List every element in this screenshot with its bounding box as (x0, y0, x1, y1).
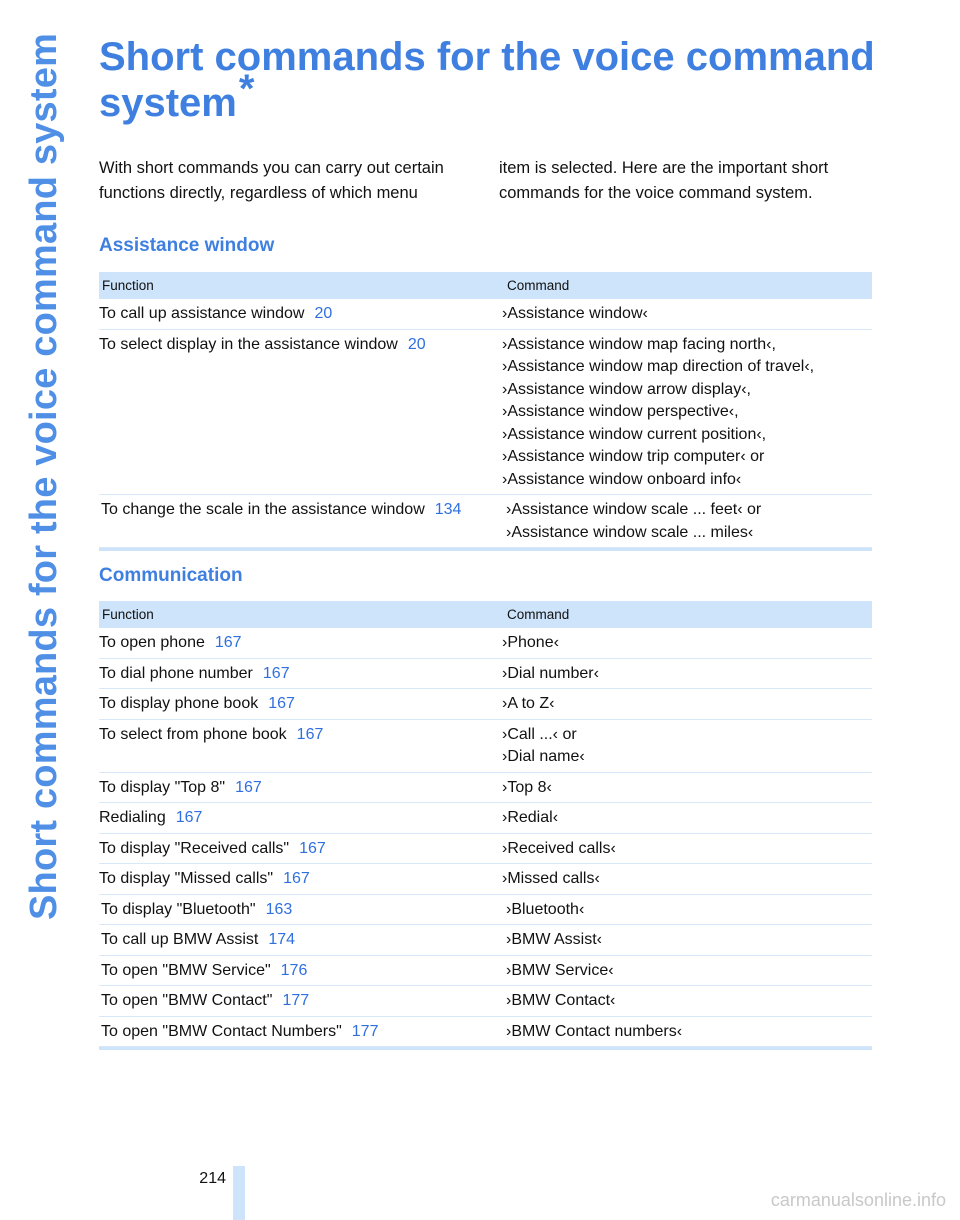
page-title (99, 34, 889, 126)
command-line: ›BMW Contact‹ (506, 992, 616, 1009)
command-cell (503, 899, 872, 922)
command-cell (501, 838, 872, 861)
column-header-function: Function (102, 607, 154, 622)
function-text: Redialing (99, 809, 166, 826)
table-row (99, 864, 872, 895)
command-line: ›Assistance window map facing north‹, (502, 335, 776, 353)
assistance-window-table (99, 272, 872, 551)
function-cell (99, 868, 501, 891)
table-bottom-rule (99, 548, 872, 551)
page-reference-link[interactable]: 167 (214, 634, 242, 651)
command-line: ›Assistance window‹ (502, 305, 648, 322)
command-cell (501, 632, 872, 655)
command-line: ›Received calls‹ (502, 839, 616, 857)
table-body (99, 299, 872, 548)
table-row (99, 986, 872, 1017)
command-line: ›A to Z‹ (502, 695, 555, 712)
function-text: To dial phone number (99, 664, 253, 682)
page-reference-link[interactable]: 134 (434, 501, 462, 518)
table-row (99, 834, 872, 865)
command-line: ›Redial‹ (502, 809, 559, 826)
command-cell (501, 334, 872, 492)
command-cell (501, 663, 872, 686)
command-line: ›Assistance window map direction of travel‹, (502, 358, 815, 375)
command-cell (503, 960, 872, 983)
command-line: ›Assistance window arrow display‹, (502, 380, 751, 398)
function-cell (99, 990, 503, 1013)
table-row (99, 659, 872, 690)
column-header-function: Function (102, 278, 154, 293)
page-reference-link[interactable]: 20 (314, 305, 333, 322)
function-cell (99, 838, 501, 861)
page-reference-link[interactable]: 20 (407, 335, 426, 353)
page-reference-link[interactable]: 167 (296, 725, 324, 743)
page-reference-link[interactable]: 167 (283, 870, 310, 887)
table-row (99, 925, 872, 956)
function-text: To open "BMW Contact" (101, 992, 273, 1009)
table-body (99, 628, 872, 1047)
column-header-command: Command (507, 278, 570, 293)
page-number-bar (233, 1166, 245, 1220)
function-cell (99, 899, 503, 922)
optional-equipment-mark: * (238, 67, 255, 111)
table-row (99, 803, 872, 834)
column-header-command: Command (507, 607, 570, 622)
table-row (99, 720, 872, 773)
page-reference-link[interactable]: 167 (262, 664, 290, 682)
command-line: ›Dial name‹ (502, 748, 585, 765)
side-chapter-title-text: Short commands for the voice command system (23, 32, 65, 920)
command-cell (501, 777, 872, 800)
command-line: ›Dial number‹ (502, 664, 599, 682)
table-header (99, 272, 872, 299)
function-text: To display phone book (99, 695, 259, 712)
page-reference-link[interactable]: 177 (282, 992, 310, 1009)
page-reference-link[interactable]: 167 (268, 695, 295, 712)
function-cell (99, 929, 503, 952)
page-reference-link[interactable]: 176 (280, 961, 308, 979)
command-line: ›Assistance window current position‹, (502, 425, 767, 443)
command-line: ›Assistance window trip computer‹ or (502, 448, 765, 465)
table-row (99, 773, 872, 804)
command-cell (501, 807, 872, 830)
table-row (99, 895, 872, 926)
table-row (99, 299, 872, 330)
function-cell (99, 777, 501, 800)
function-cell (99, 303, 501, 326)
side-chapter-title (20, 32, 68, 920)
page-reference-link[interactable]: 174 (268, 931, 296, 948)
page-reference-link[interactable]: 167 (299, 839, 326, 857)
function-cell (99, 632, 501, 655)
command-line: ›BMW Contact numbers‹ (506, 1022, 683, 1040)
function-cell (99, 334, 501, 492)
function-cell (99, 724, 501, 769)
command-cell (501, 693, 872, 716)
section-heading-assistance: Assistance window (99, 235, 275, 256)
table-row (99, 689, 872, 720)
function-text: To open phone (99, 634, 205, 651)
function-text: To call up BMW Assist (101, 931, 259, 948)
function-text: To display "Missed calls" (99, 870, 274, 887)
command-line: ›BMW Assist‹ (506, 931, 602, 948)
function-cell (99, 1021, 503, 1044)
function-text: To open "BMW Contact Numbers" (101, 1022, 342, 1040)
intro-paragraph-right: item is selected. Here are the important short commands for the voice command system. (499, 159, 829, 202)
function-text: To display "Top 8" (99, 778, 226, 796)
command-line: ›Missed calls‹ (502, 870, 600, 887)
function-text: To call up assistance window (99, 305, 305, 322)
function-text: To select from phone book (99, 725, 287, 743)
intro-paragraph-left: With short commands you can carry out certain functions directly, regardless of which menu (99, 159, 444, 202)
table-row (99, 330, 872, 496)
command-cell (501, 868, 872, 891)
command-line: ›Assistance window onboard info‹ (502, 470, 742, 488)
function-text: To display "Bluetooth" (101, 900, 256, 918)
table-header (99, 601, 872, 628)
function-cell (99, 807, 501, 830)
page-number: 214 (199, 1170, 226, 1187)
function-text: To open "BMW Service" (101, 961, 271, 979)
command-line: ›BMW Service‹ (506, 961, 614, 979)
command-cell (503, 990, 872, 1013)
function-cell (99, 960, 503, 983)
table-bottom-rule (99, 1047, 872, 1050)
table-row (99, 1017, 872, 1048)
page-reference-link[interactable]: 177 (351, 1022, 379, 1040)
function-cell (99, 499, 503, 544)
command-cell (501, 724, 872, 769)
command-line: ›Top 8‹ (502, 778, 552, 796)
function-text: To display "Received calls" (99, 839, 290, 857)
function-text: To change the scale in the assistance window (101, 501, 425, 518)
page-reference-link[interactable]: 163 (265, 900, 293, 918)
command-cell (503, 1021, 872, 1044)
watermark: carmanualsonline.info (770, 1190, 946, 1210)
command-cell (501, 303, 872, 326)
command-line: ›Assistance window scale ... feet‹ or (506, 501, 762, 518)
command-line: ›Bluetooth‹ (506, 900, 585, 918)
table-row (99, 628, 872, 659)
table-row (99, 956, 872, 987)
communication-table (99, 601, 872, 1050)
page-reference-link[interactable]: 167 (235, 778, 262, 796)
page-reference-link[interactable]: 167 (175, 809, 203, 826)
function-cell (99, 693, 501, 716)
table-row (99, 495, 872, 548)
function-cell (99, 663, 501, 686)
command-line: ›Assistance window scale ... miles‹ (506, 523, 754, 541)
command-line: ›Assistance window perspective‹, (502, 403, 739, 420)
command-cell (503, 499, 872, 544)
command-line: ›Phone‹ (502, 634, 559, 651)
command-cell (503, 929, 872, 952)
command-line: ›Call ...‹ or (502, 725, 577, 743)
page-title-text: Short commands for the voice command system (99, 35, 875, 125)
section-heading-communication: Communication (99, 565, 243, 586)
function-text: To select display in the assistance window (99, 335, 398, 353)
